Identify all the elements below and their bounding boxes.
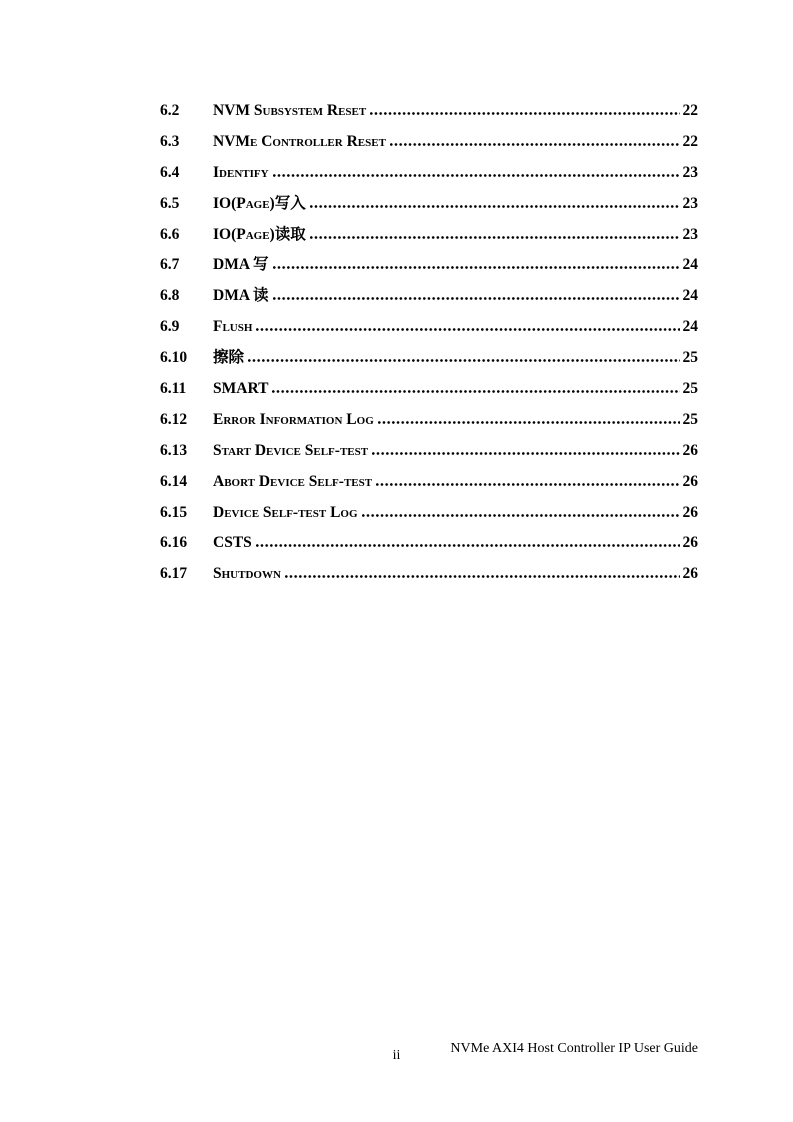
toc-entry-title: Flush xyxy=(213,318,253,336)
toc-entry-number: 6.8 xyxy=(160,287,180,305)
toc-leader-dots xyxy=(370,112,679,115)
toc-entry-number: 6.9 xyxy=(160,318,180,336)
toc-leader-dots xyxy=(273,174,680,177)
toc-leader-dots xyxy=(362,514,680,517)
toc-entry[interactable] xyxy=(160,281,698,312)
toc-entry-title: CSTS xyxy=(213,534,252,552)
toc-entry-title: NVMe Controller Reset xyxy=(213,132,386,150)
toc-entry-page: 26 xyxy=(682,534,698,552)
toc-entry[interactable] xyxy=(160,343,698,374)
toc-leader-dots xyxy=(248,359,679,362)
toc-entry-page: 23 xyxy=(682,225,698,243)
toc-entry[interactable] xyxy=(160,250,698,281)
toc-leader-dots xyxy=(256,544,680,547)
toc-entry[interactable] xyxy=(160,528,698,559)
toc-entry-title: DMA 读 xyxy=(213,287,269,305)
toc-leader-dots xyxy=(310,236,680,239)
toc-entry-title: IO(Page)写入 xyxy=(213,194,306,212)
toc-entry[interactable] xyxy=(160,467,698,498)
toc-leader-dots xyxy=(376,483,679,486)
toc-entry-title: Abort Device Self-test xyxy=(213,472,373,490)
toc-entry-page: 22 xyxy=(682,132,698,150)
toc-leader-dots xyxy=(273,297,680,300)
footer-page-number: ii xyxy=(392,1048,401,1063)
toc-entry[interactable] xyxy=(160,96,698,127)
table-of-contents xyxy=(160,96,698,590)
toc-entry-number: 6.17 xyxy=(160,565,188,583)
toc-entry-page: 24 xyxy=(682,318,698,336)
toc-entry-page: 24 xyxy=(682,287,698,305)
toc-entry-page: 25 xyxy=(682,349,698,367)
toc-entry[interactable] xyxy=(160,158,698,189)
toc-leader-dots xyxy=(273,266,680,269)
toc-entry-title: SMART xyxy=(213,380,269,398)
toc-entry[interactable] xyxy=(160,127,698,158)
toc-entry[interactable] xyxy=(160,405,698,436)
toc-entry-title: Error Information Log xyxy=(213,410,374,428)
toc-entry[interactable] xyxy=(160,220,698,251)
toc-leader-dots xyxy=(285,575,680,578)
toc-leader-dots xyxy=(272,390,679,393)
toc-entry-title: Device Self-test Log xyxy=(213,503,358,521)
toc-leader-dots xyxy=(378,421,680,424)
toc-entry-number: 6.7 xyxy=(160,256,180,274)
toc-entry-number: 6.13 xyxy=(160,441,188,459)
toc-entry-page: 26 xyxy=(682,565,698,583)
toc-leader-dots xyxy=(390,143,680,146)
toc-entry-page: 26 xyxy=(682,441,698,459)
toc-entry-title: Start Device Self-test xyxy=(213,441,369,459)
toc-leader-dots xyxy=(256,328,679,331)
toc-entry-number: 6.4 xyxy=(160,163,180,181)
toc-entry-page: 23 xyxy=(682,163,698,181)
toc-entry-number: 6.3 xyxy=(160,132,180,150)
toc-entry-number: 6.15 xyxy=(160,503,188,521)
toc-entry[interactable] xyxy=(160,498,698,529)
toc-entry-title: NVM Subsystem Reset xyxy=(213,102,367,119)
toc-entry[interactable] xyxy=(160,312,698,343)
toc-entry-number: 6.6 xyxy=(160,225,180,243)
toc-entry-number: 6.11 xyxy=(160,380,187,398)
toc-entry-title: Identify xyxy=(213,163,269,181)
toc-entry-page: 25 xyxy=(682,410,698,428)
toc-entry-title: 擦除 xyxy=(213,349,245,367)
toc-leader-dots xyxy=(372,452,679,455)
toc-entry[interactable] xyxy=(160,559,698,590)
toc-entry-title: Shutdown xyxy=(213,565,281,583)
toc-entry-number: 6.12 xyxy=(160,410,188,428)
toc-entry-page: 23 xyxy=(682,194,698,212)
toc-entry-number: 6.14 xyxy=(160,472,188,490)
toc-entry-title: DMA 写 xyxy=(213,256,269,274)
toc-entry-title: IO(Page)读取 xyxy=(213,225,306,243)
footer-doc-title: NVMe AXI4 Host Controller IP User Guide xyxy=(450,1041,698,1056)
toc-entry-number: 6.2 xyxy=(160,102,180,119)
toc-entry-page: 25 xyxy=(682,380,698,398)
toc-leader-dots xyxy=(310,205,680,208)
toc-entry-page: 26 xyxy=(682,503,698,521)
toc-entry-number: 6.5 xyxy=(160,194,180,212)
toc-entry[interactable] xyxy=(160,374,698,405)
toc-entry-number: 6.10 xyxy=(160,349,188,367)
toc-entry-number: 6.16 xyxy=(160,534,188,552)
toc-entry-page: 24 xyxy=(682,256,698,274)
toc-entry[interactable] xyxy=(160,436,698,467)
toc-entry-page: 26 xyxy=(682,472,698,490)
toc-entry[interactable] xyxy=(160,189,698,220)
toc-entry-page: 22 xyxy=(682,102,698,119)
